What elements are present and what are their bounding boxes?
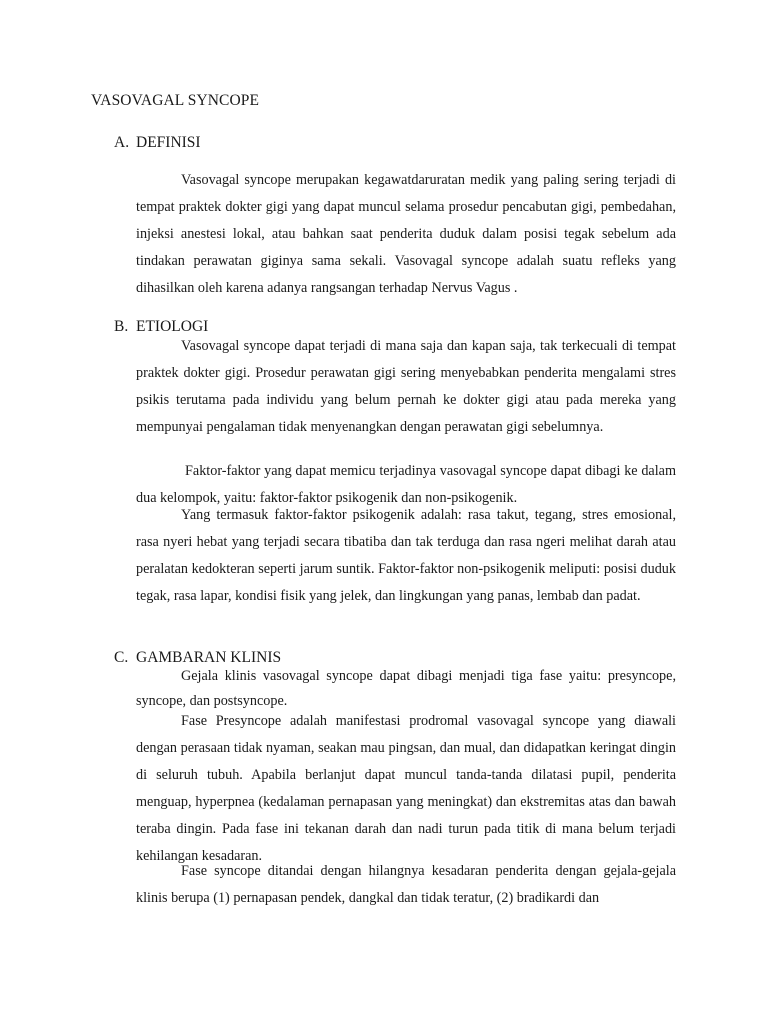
etiologi-paragraph-3: Yang termasuk faktor-faktor psikogenik adalah: rasa takut, tegang, stres emosional, rasa nyeri hebat yang terjadi secara tibatiba dan tak terduga dan rasa ngeri melihat darah atau peralatan kedokteran seperti jarum suntik. Faktor-faktor non-psikogenik meliputi: posisi duduk tegak, rasa lapar, kondisi fisik yang jelek, dan lingkungan yang panas, lembab dan padat. xyxy=(136,507,676,604)
definisi-paragraph-1: Vasovagal syncope merupakan kegawatdaruratan medik yang paling sering terjadi di tempat praktek dokter gigi yang dapat muncul selama prosedur pencabutan gigi, pembedahan, injeksi anestesi lokal, atau bahkan saat penderita duduk dalam posisi tegak sebelum ada tindakan perawatan giginya sama sekali. Vasovagal syncope adalah suatu refleks yang dihasilkan oleh karena adanya rangsangan terhadap Nervus Vagus . xyxy=(136,172,676,296)
gambaran-paragraph-1: Gejala klinis vasovagal syncope dapat dibagi menjadi tiga fase yaitu: presyncope, syncope, dan postsyncope. xyxy=(136,668,676,709)
document-title: VASOVAGAL SYNCOPE xyxy=(91,92,260,109)
section-heading-definisi xyxy=(114,134,201,152)
section-letter: B. xyxy=(114,318,129,335)
section-letter: A. xyxy=(114,134,130,151)
section-title: GAMBARAN KLINIS xyxy=(136,649,282,666)
etiologi-paragraph-2: Faktor-faktor yang dapat memicu terjadinya vasovagal syncope dapat dibagi ke dalam dua kelompok, yaitu: faktor-faktor psikogenik dan non-psikogenik. xyxy=(136,463,676,506)
gambaran-paragraph-2: Fase Presyncope adalah manifestasi prodromal vasovagal syncope yang diawali dengan perasaan tidak nyaman, seakan mau pingsan, dan mual, dan didapatkan keringat dingin di seluruh tubuh. Apabila berlanjut dapat muncul tanda-tanda dilatasi pupil, penderita menguap, hyperpnea (kedalaman pernapasan yang meningkat) dan ekstremitas atas dan bawah teraba dingin. Pada fase ini tekanan darah dan nadi turun pada titik di mana belum terjadi kehilangan kesadaran. xyxy=(136,713,676,864)
section-letter: C. xyxy=(114,649,129,666)
section-title: DEFINISI xyxy=(136,134,201,151)
gambaran-paragraph-3: Fase syncope ditandai dengan hilangnya kesadaran penderita dengan gejala-gejala klinis berupa (1) pernapasan pendek, dangkal dan tidak teratur, (2) bradikardi dan xyxy=(136,863,676,906)
section-title: ETIOLOGI xyxy=(136,318,209,335)
etiologi-paragraph-1: Vasovagal syncope dapat terjadi di mana saja dan kapan saja, tak terkecuali di tempat praktek dokter gigi. Prosedur perawatan gigi sering menyebabkan penderita mengalami stres psikis terutama pada individu yang belum pernah ke dokter gigi atau pada mereka yang mempunyai pengalaman tidak menyenangkan dengan perawatan gigi sebelumnya. xyxy=(136,338,676,435)
